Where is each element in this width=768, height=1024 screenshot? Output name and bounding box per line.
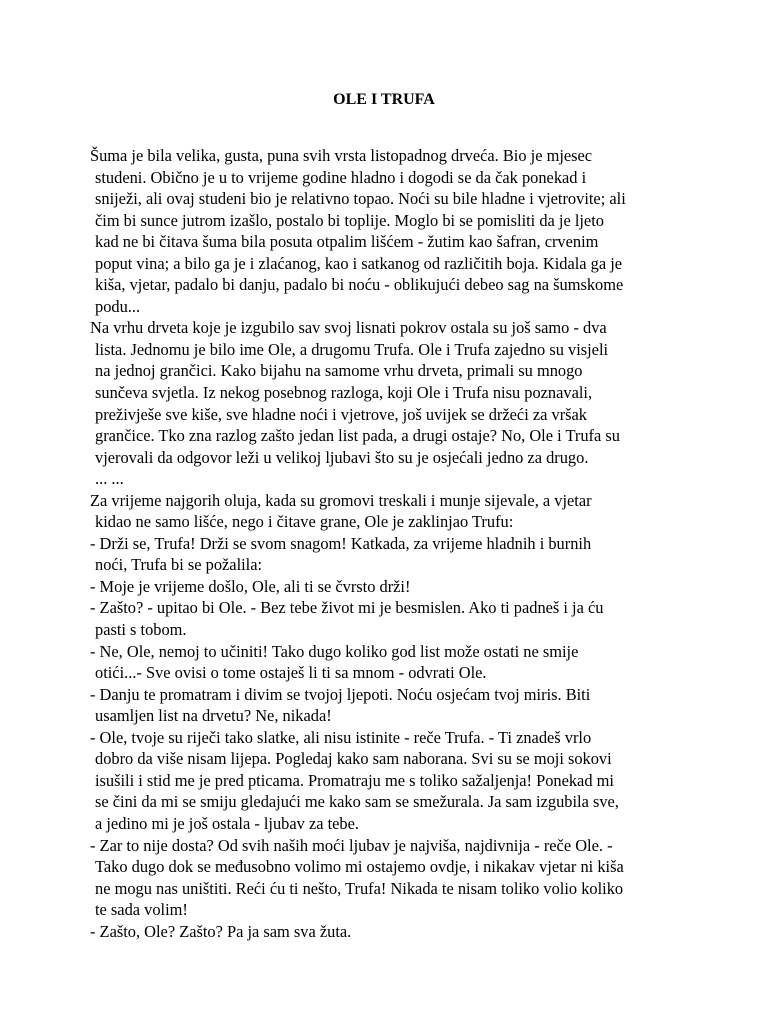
text-line: a jedino mi je još ostala - ljubav za tebe. <box>95 813 359 833</box>
document-title: OLE I TRUFA <box>333 91 435 108</box>
text-line: grančice. Tko zna razlog zašto jedan list pada, a drugi ostaje? No, Ole i Trufa su <box>95 426 620 446</box>
text-line: kad ne bi čitava šuma bila posuta otpalim lišćem - žutim kao šafran, crvenim <box>95 232 599 252</box>
text-line: lista. Jednomu je bilo ime Ole, a drugomu Trufa. Ole i Trufa zajedno su visjeli <box>95 339 609 359</box>
text-line: studeni. Obično je u to vrijeme godine hladno i dogodi se da čak ponekad i <box>95 167 587 187</box>
text-line: sniježi, ali ovaj studeni bio je relativno topao. Noći su bile hladne i vjetrovite; ali <box>95 189 626 209</box>
text-line: ... ... <box>95 469 124 489</box>
text-line: noći, Trufa bi se požalila: <box>95 555 263 575</box>
text-line: Na vrhu drveta koje je izgubilo sav svoj lisnati pokrov ostala su još samo - dva <box>90 318 607 338</box>
text-line: vjerovali da odgovor leži u velikoj ljubavi što su je osjećali jedno za drugo. <box>95 447 589 467</box>
text-line: - Zašto, Ole? Zašto? Pa ja sam sva žuta. <box>90 921 352 941</box>
text-line: čim bi sunce jutrom izašlo, postalo bi toplije. Moglo bi se pomisliti da je ljeto <box>95 210 604 230</box>
text-line: Šuma je bila velika, gusta, puna svih vrsta listopadnog drveća. Bio je mjesec <box>90 146 593 165</box>
text-line: - Zar to nije dosta? Od svih naših moći ljubav je najviša, najdivnija - reče Ole. - <box>90 835 613 855</box>
text-line: poput vina; a bilo ga je i zlaćanog, kao i satkanog od različitih boja. Kidala ga je <box>95 253 623 273</box>
text-line: - Ole, tvoje su riječi tako slatke, ali nisu istinite - reče Trufa. - Ti znadeš vrlo <box>90 727 592 747</box>
text-line: kidao ne samo lišće, nego i čitave grane, Ole je zaklinjao Trufu: <box>95 512 514 532</box>
text-line: se čini da mi se smiju gledajući me kako sam se smežurala. Ja sam izgubila sve, <box>95 792 619 812</box>
text-line: - Zašto? - upitao bi Ole. - Bez tebe život mi je besmislen. Ako ti padneš i ja ću <box>90 598 604 618</box>
text-line: Tako dugo dok se međusobno volimo mi ostajemo ovdje, i nikakav vjetar ni kiša <box>95 857 624 877</box>
text-line: te sada volim! <box>95 900 188 920</box>
text-line: na jednoj grančici. Kako bijahu na samome vrhu drveta, primali su mnogo <box>95 361 583 381</box>
text-line: dobro da više nisam lijepa. Pogledaj kako sam naborana. Svi su se moji sokovi <box>95 749 612 769</box>
text-line: Za vrijeme najgorih oluja, kada su gromovi treskali i munje sijevale, a vjetar <box>90 490 592 510</box>
text-line: - Moje je vrijeme došlo, Ole, ali ti se čvrsto drži! <box>90 576 411 596</box>
text-line: - Danju te promatram i divim se tvojoj ljepoti. Noću osjećam tvoj miris. Biti <box>90 684 591 704</box>
text-line: - Ne, Ole, nemoj to učiniti! Tako dugo koliko god list može ostati ne smije <box>90 641 579 661</box>
text-line: - Drži se, Trufa! Drži se svom snagom! Katkada, za vrijeme hladnih i burnih <box>90 533 592 553</box>
document-body <box>90 145 690 942</box>
text-line: isušili i stid me je pred pticama. Promatraju me s toliko sažaljenja! Ponekad mi <box>95 770 614 790</box>
text-line: podu... <box>95 296 141 316</box>
text-line: kiša, vjetar, padalo bi danju, padalo bi noću - oblikujući debeo sag na šumskome <box>95 275 624 295</box>
text-line: sunčeva svjetla. Iz nekog posebnog razloga, koji Ole i Trufa nisu poznavali, <box>95 383 593 403</box>
text-line: usamljen list na drvetu? Ne, nikada! <box>95 706 332 726</box>
text-line: pasti s tobom. <box>95 620 187 640</box>
text-line: preživješe sve kiše, sve hladne noći i vjetrove, još uvijek se držeći za vršak <box>95 404 587 424</box>
text-line: ne mogu nas uništiti. Reći ću ti nešto, Trufa! Nikada te nisam toliko volio koliko <box>95 878 624 898</box>
text-line: otići...- Sve ovisi o tome ostaješ li ti sa mnom - odvrati Ole. <box>95 663 487 683</box>
